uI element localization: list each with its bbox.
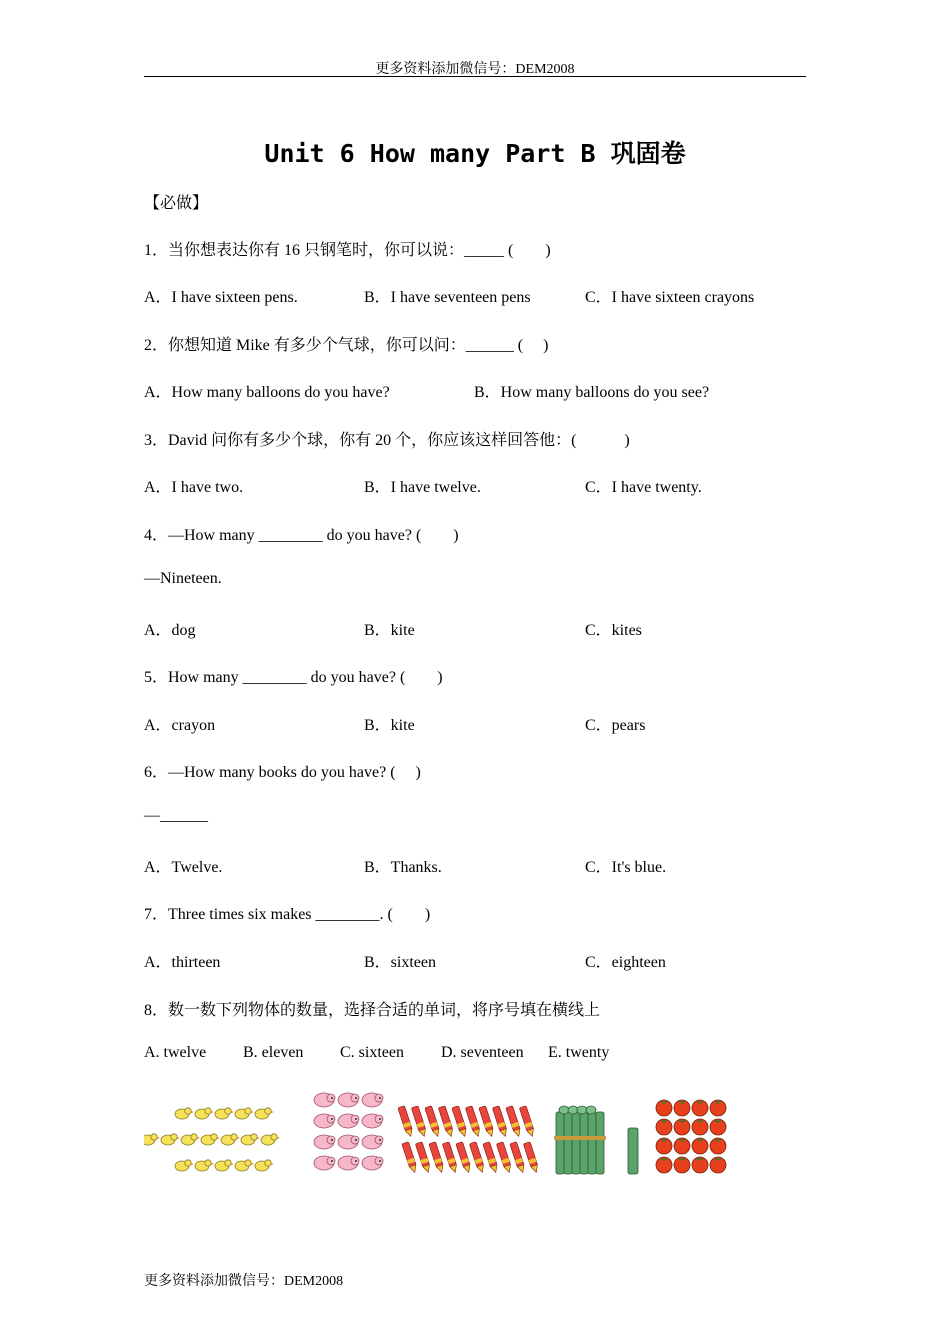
q7-option-c[interactable]: C．eighteen xyxy=(585,954,666,971)
crayon-icon xyxy=(442,1142,458,1174)
pig-icon xyxy=(338,1093,359,1107)
pig-icon xyxy=(338,1114,359,1128)
sticks-group xyxy=(552,1098,646,1178)
q4-option-c[interactable]: C．kites xyxy=(585,622,642,639)
q8-choice-b: B. eleven xyxy=(243,1044,304,1061)
q7-option-a[interactable]: A．thirteen xyxy=(144,954,221,971)
q4-answer-line: —Nineteen. xyxy=(144,570,222,587)
stick-bundle-icon xyxy=(554,1106,606,1174)
crayon-icon xyxy=(456,1142,472,1174)
q3-option-a[interactable]: A．I have two. xyxy=(144,479,244,496)
q8-choice-a: A. twelve xyxy=(144,1044,207,1061)
tomato-icon xyxy=(656,1119,672,1135)
q6-option-a[interactable]: A．Twelve. xyxy=(144,859,223,876)
q2-option-b[interactable]: B．How many balloons do you see? xyxy=(474,384,710,401)
chick-icon xyxy=(221,1134,240,1145)
crayon-icon xyxy=(415,1142,431,1174)
q6-option-c[interactable]: C．It's blue. xyxy=(585,859,667,876)
tomato-icon xyxy=(692,1119,708,1135)
crayon-icon xyxy=(465,1106,481,1138)
single-stick-icon xyxy=(628,1128,638,1174)
chick-icon xyxy=(201,1134,220,1145)
question-8: 8．数一数下列物体的数量，选择合适的单词，将序号填在横线上 xyxy=(144,1002,601,1019)
tomato-icon xyxy=(656,1157,672,1173)
q6-answer-line: —______ xyxy=(144,807,208,824)
crayon-icon xyxy=(452,1106,468,1138)
q8-choice-e: E. twenty xyxy=(548,1044,610,1061)
question-6: 6．—How many books do you have? ( ) xyxy=(144,764,421,781)
q8-choice-d: D. seventeen xyxy=(441,1044,524,1061)
crayon-icon xyxy=(483,1142,499,1174)
chick-icon xyxy=(175,1108,194,1119)
crayon-icon xyxy=(506,1106,522,1138)
crayons-group xyxy=(398,1102,538,1178)
question-4: 4．—How many ________ do you have? ( ) xyxy=(144,527,459,544)
q6-option-b[interactable]: B．Thanks. xyxy=(364,859,442,876)
pig-icon xyxy=(314,1093,335,1107)
chick-icon xyxy=(255,1160,274,1171)
chick-icon xyxy=(161,1134,180,1145)
pig-icon xyxy=(338,1135,359,1149)
q4-option-b[interactable]: B．kite xyxy=(364,622,415,639)
chick-icon xyxy=(235,1160,254,1171)
crayon-icon xyxy=(492,1106,508,1138)
tomato-icon xyxy=(656,1100,672,1116)
question-1: 1．当你想表达你有 16 只钢笔时，你可以说：_____ ( ) xyxy=(144,242,551,259)
pig-icon xyxy=(314,1114,335,1128)
header-rule xyxy=(144,76,806,77)
q3-option-b[interactable]: B．I have twelve. xyxy=(364,479,481,496)
pig-icon xyxy=(362,1093,383,1107)
tomato-icon xyxy=(710,1138,726,1154)
tomato-icon xyxy=(692,1157,708,1173)
tomato-icon xyxy=(674,1119,690,1135)
chick-icon xyxy=(181,1134,200,1145)
crayon-icon xyxy=(411,1106,427,1138)
crayon-icon xyxy=(438,1106,454,1138)
tomatoes-group xyxy=(654,1096,734,1180)
tomato-icon xyxy=(674,1138,690,1154)
tomato-icon xyxy=(710,1119,726,1135)
pigs-group xyxy=(312,1088,384,1176)
question-3: 3．David 问你有多少个球，你有 20 个，你应该这样回答他：( ) xyxy=(144,432,630,449)
tomato-icon xyxy=(674,1100,690,1116)
crayon-icon xyxy=(510,1142,526,1174)
q4-option-a[interactable]: A．dog xyxy=(144,622,196,639)
q3-option-c[interactable]: C．I have twenty. xyxy=(585,479,702,496)
section-label: 【必做】 xyxy=(144,195,209,212)
q8-choice-c: C. sixteen xyxy=(340,1044,404,1061)
crayon-icon xyxy=(469,1142,485,1174)
pig-icon xyxy=(314,1156,335,1170)
chicks-group xyxy=(144,1102,296,1178)
crayon-icon xyxy=(519,1106,535,1138)
tomato-icon xyxy=(692,1138,708,1154)
q1-option-b[interactable]: B．I have seventeen pens xyxy=(364,289,531,306)
crayon-icon xyxy=(479,1106,495,1138)
crayon-icon xyxy=(398,1106,414,1138)
q7-option-b[interactable]: B．sixteen xyxy=(364,954,436,971)
counting-pictures xyxy=(144,1088,744,1183)
chick-icon xyxy=(261,1134,280,1145)
tomato-icon xyxy=(710,1157,726,1173)
chick-icon xyxy=(195,1160,214,1171)
crayon-icon xyxy=(496,1142,512,1174)
q5-option-a[interactable]: A．crayon xyxy=(144,717,216,734)
question-5: 5．How many ________ do you have? ( ) xyxy=(144,669,443,686)
chick-icon xyxy=(215,1160,234,1171)
crayon-icon xyxy=(429,1142,445,1174)
chick-icon xyxy=(195,1108,214,1119)
chick-icon xyxy=(175,1160,194,1171)
q5-option-c[interactable]: C．pears xyxy=(585,717,646,734)
pig-icon xyxy=(362,1135,383,1149)
pig-icon xyxy=(338,1156,359,1170)
crayon-icon xyxy=(523,1142,538,1174)
page-footer: 更多资料添加微信号：DEM2008 xyxy=(144,1274,344,1289)
crayon-icon xyxy=(425,1106,441,1138)
chick-icon xyxy=(241,1134,260,1145)
q5-option-b[interactable]: B．kite xyxy=(364,717,415,734)
page-title: Unit 6 How many Part B 巩固卷 xyxy=(264,139,686,168)
question-2: 2．你想知道 Mike 有多少个气球，你可以问：______ ( ) xyxy=(144,337,549,354)
chick-icon xyxy=(144,1134,160,1145)
pig-icon xyxy=(362,1114,383,1128)
tomato-icon xyxy=(692,1100,708,1116)
crayon-icon xyxy=(402,1142,418,1174)
tomato-icon xyxy=(656,1138,672,1154)
tomato-icon xyxy=(674,1157,690,1173)
pig-icon xyxy=(362,1156,383,1170)
question-7: 7．Three times six makes ________. ( ) xyxy=(144,906,431,923)
page-header: 更多资料添加微信号：DEM2008 xyxy=(375,62,575,77)
tomato-icon xyxy=(710,1100,726,1116)
chick-icon xyxy=(215,1108,234,1119)
q2-option-a[interactable]: A．How many balloons do you have? xyxy=(144,384,390,401)
chick-icon xyxy=(235,1108,254,1119)
q1-option-a[interactable]: A．I have sixteen pens. xyxy=(144,289,298,306)
pig-icon xyxy=(314,1135,335,1149)
q1-option-c[interactable]: C．I have sixteen crayons xyxy=(585,289,755,306)
chick-icon xyxy=(255,1108,274,1119)
